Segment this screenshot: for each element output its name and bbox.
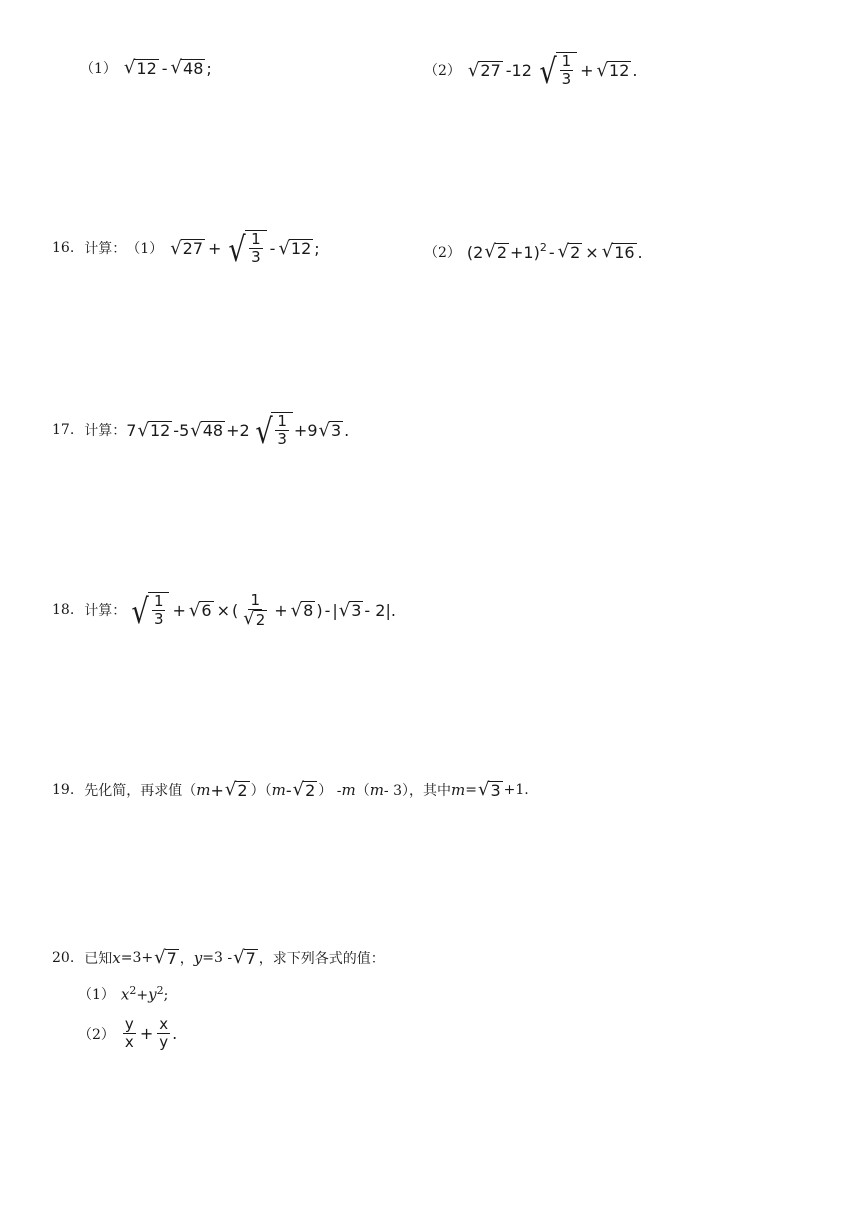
sqrt-3: √ 3 [338, 599, 362, 621]
sqrt-12: √ 12 [123, 57, 157, 79]
q18-expr: √ $\frac{1}{3}$ + √ 6 × ( 1 √ 2 + √ 8 ) - | √ 3 - 2| . [126, 592, 396, 629]
q16-part1 [52, 229, 320, 270]
question-text: 先化简，再求值（ m + √ 2 ）（ m - √ 2 ） - m （ m - 3），其中 m = √ 3 +1. [84, 779, 529, 801]
question-prompt: 计算： [84, 423, 127, 440]
fraction-y-over-x: $\frac{y}{x}$ [124, 1015, 134, 1052]
sqrt-8: √ 8 [290, 599, 314, 621]
sqrt-2: √ 2 [224, 779, 248, 801]
sqrt-fraction: √ $\frac{1}{3}$ [127, 592, 169, 629]
sqrt-48: √ 48 [170, 57, 204, 79]
sqrt-fraction: √ $\frac{1}{3}$ [535, 52, 577, 89]
q16-part1-expr: √ 27 + √ $\frac{1}{3}$ - √ 12 ; [170, 229, 320, 270]
sqrt-7: √ 7 [233, 947, 256, 969]
sqrt-12: √ 12 [137, 419, 171, 441]
q17 [52, 411, 350, 452]
q20-part1-expr: $x^2+y^2$; [120, 984, 169, 1004]
sqrt-2: √ 2 [243, 608, 266, 630]
sqrt-12: √ 12 [278, 237, 312, 259]
q20-part1-label: （1） [78, 987, 115, 1003]
sqrt-3: √ 3 [318, 419, 342, 441]
sqrt-fraction: √ $\frac{1}{3}$ [224, 230, 266, 267]
question-number: 16. [52, 240, 75, 257]
sqrt-7: √ 7 [154, 947, 177, 969]
question-prompt: 计算： [84, 241, 127, 258]
sqrt-3: √ 3 [477, 779, 501, 801]
q16-part2-label: （2） [424, 245, 461, 261]
question-prompt: 计算： [84, 603, 127, 620]
sqrt-16: √ 16 [601, 241, 635, 263]
sqrt-2: √ 2 [557, 241, 581, 263]
fraction-x-over-y: $\frac{x}{y}$ [159, 1015, 169, 1052]
sqrt-2: √ 2 [484, 241, 508, 263]
q15-part2-expr: √ 27 -12 √ $\frac{1}{3}$ + √ 12 . [467, 51, 638, 92]
sqrt-2: √ 2 [292, 779, 316, 801]
q15-part2-label: （2） [424, 63, 461, 80]
q15-part2 [424, 51, 638, 92]
sqrt-12: √ 12 [596, 59, 630, 81]
q19 [52, 780, 529, 800]
question-number: 20. [52, 950, 75, 966]
fraction: 1 √ 2 [243, 591, 266, 630]
q16-part2 [424, 242, 643, 262]
exponent: 2 [539, 240, 547, 254]
question-number: 19. [52, 782, 75, 798]
q20-part2-expr: $\frac{y}{x}$ + $\frac{x}{y}$ . [124, 1015, 178, 1052]
q16-part2-expr: (2 √ 2 +1) $^2$ - √ 2 × √ 16 . [466, 240, 643, 263]
sqrt-27: √ 27 [170, 237, 204, 259]
q15-part1-label: （1） [80, 61, 117, 77]
q20-part1 [78, 984, 168, 1004]
question-number: 18. [52, 602, 75, 619]
q16-part1-label: （1） [126, 241, 164, 258]
q15-part1 [80, 58, 212, 78]
q17-expr: 7 √ 12 -5 √ 48 +2 √ $\frac{1}{3}$ +9 √ 3 . [126, 411, 350, 452]
q15-part1-expr: √ 12 - √ 48 ; [123, 57, 212, 79]
q20-part2 [78, 1016, 177, 1052]
question-text: 已知 x =3+ √ 7 ， y =3 - √ 7 ，求下列各式的值： [84, 947, 385, 969]
sqrt-fraction: √ $\frac{1}{3}$ [251, 412, 293, 449]
q20 [52, 948, 385, 968]
q18 [52, 591, 396, 632]
sqrt-48: √ 48 [190, 419, 224, 441]
q20-part2-label: （2） [78, 1026, 115, 1043]
question-number: 17. [52, 422, 75, 439]
sqrt-6: √ 6 [188, 599, 212, 621]
sqrt-27: √ 27 [467, 59, 501, 81]
